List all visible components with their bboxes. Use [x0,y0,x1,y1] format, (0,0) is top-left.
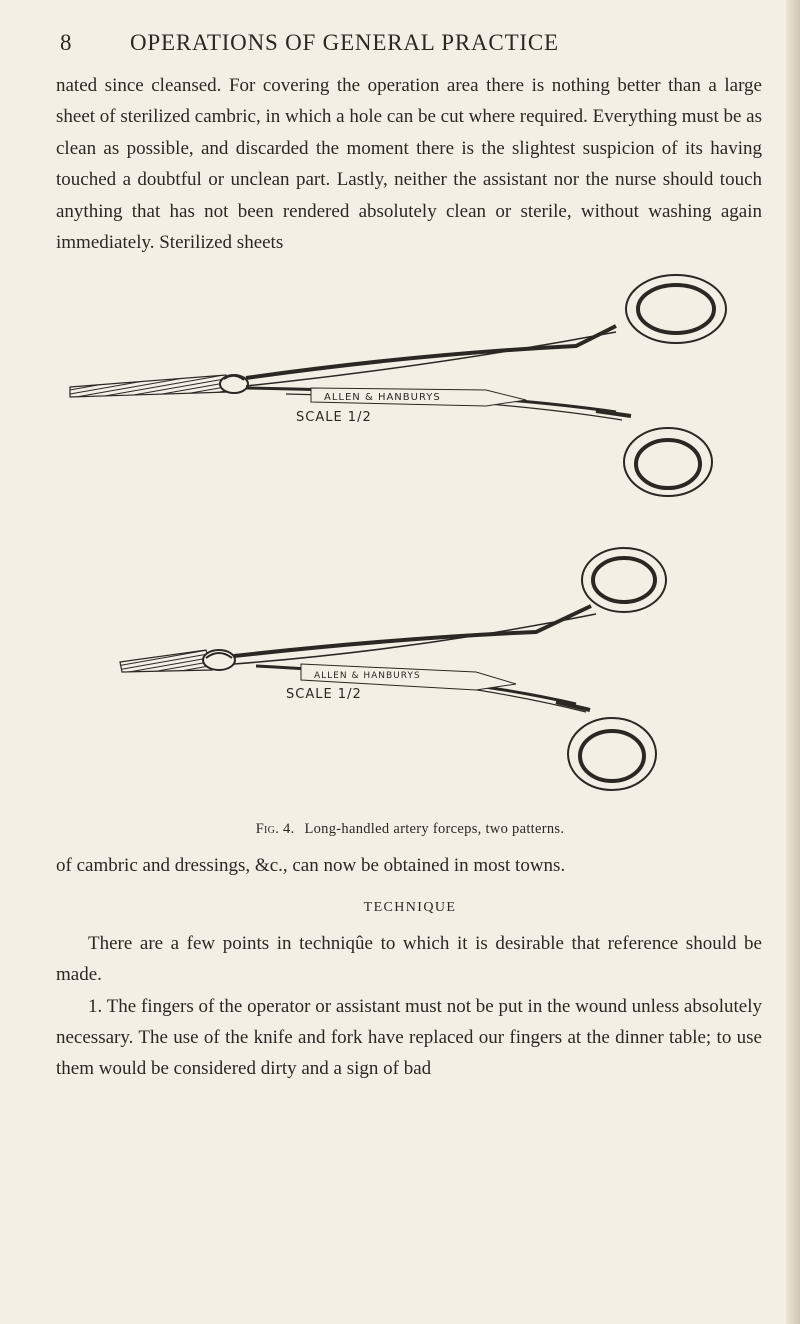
makers-mark-one: ALLEN & HANBURYS [324,392,441,404]
paragraph-point-one: 1. The fingers of the operator or assistant must not be put in the wound unless absolutely necessary. The use of the knife and fork have replaced our fingers at the dinner table; to use them would be considered dirty and a sign of bad [56,995,762,1080]
running-title: OPERATIONS OF GENERAL PRACTICE [130,30,559,55]
section-heading: TECHNIQUE [363,899,457,915]
paragraph-after-figure: of cambric and dressings, &c., can now be obtained in most towns. [56,855,566,877]
book-page [56,30,764,1085]
paragraph-top: nated since cleansed. For covering the operation area there is nothing better than a large sheet of sterilized cambric, in which a hole can be cut where required. Everything must be as clean as possible, and discarded the moment there is the slightest suspicion of its having touched a doubtful or unclean part. Lastly, neither the assistant nor the nurse should touch anything that has not been rendered absolutely clean or sterile, without washing again immediately. Sterilized sheets [56,75,762,254]
figure-caption-text: Long-handled artery forceps, two patterns. [304,821,565,838]
scale-label-two: SCALE 1/2 [286,687,362,703]
figure-caption [56,814,764,844]
figure-number: Fig. 4. [255,821,295,838]
forceps-pattern-one [70,275,726,496]
forceps-pattern-two [120,548,666,790]
makers-mark-two: ALLEN & HANBURYS [314,671,421,682]
forceps-illustration [56,266,764,814]
figure-artery-forceps [56,266,764,814]
page-edge [786,0,800,1324]
scale-label-one: SCALE 1/2 [296,410,372,426]
page-number: 8 [60,30,73,55]
paragraph-technique-intro: There are a few points in techniqûe to which it is desirable that reference should be made. [56,932,762,986]
running-header [56,30,764,70]
